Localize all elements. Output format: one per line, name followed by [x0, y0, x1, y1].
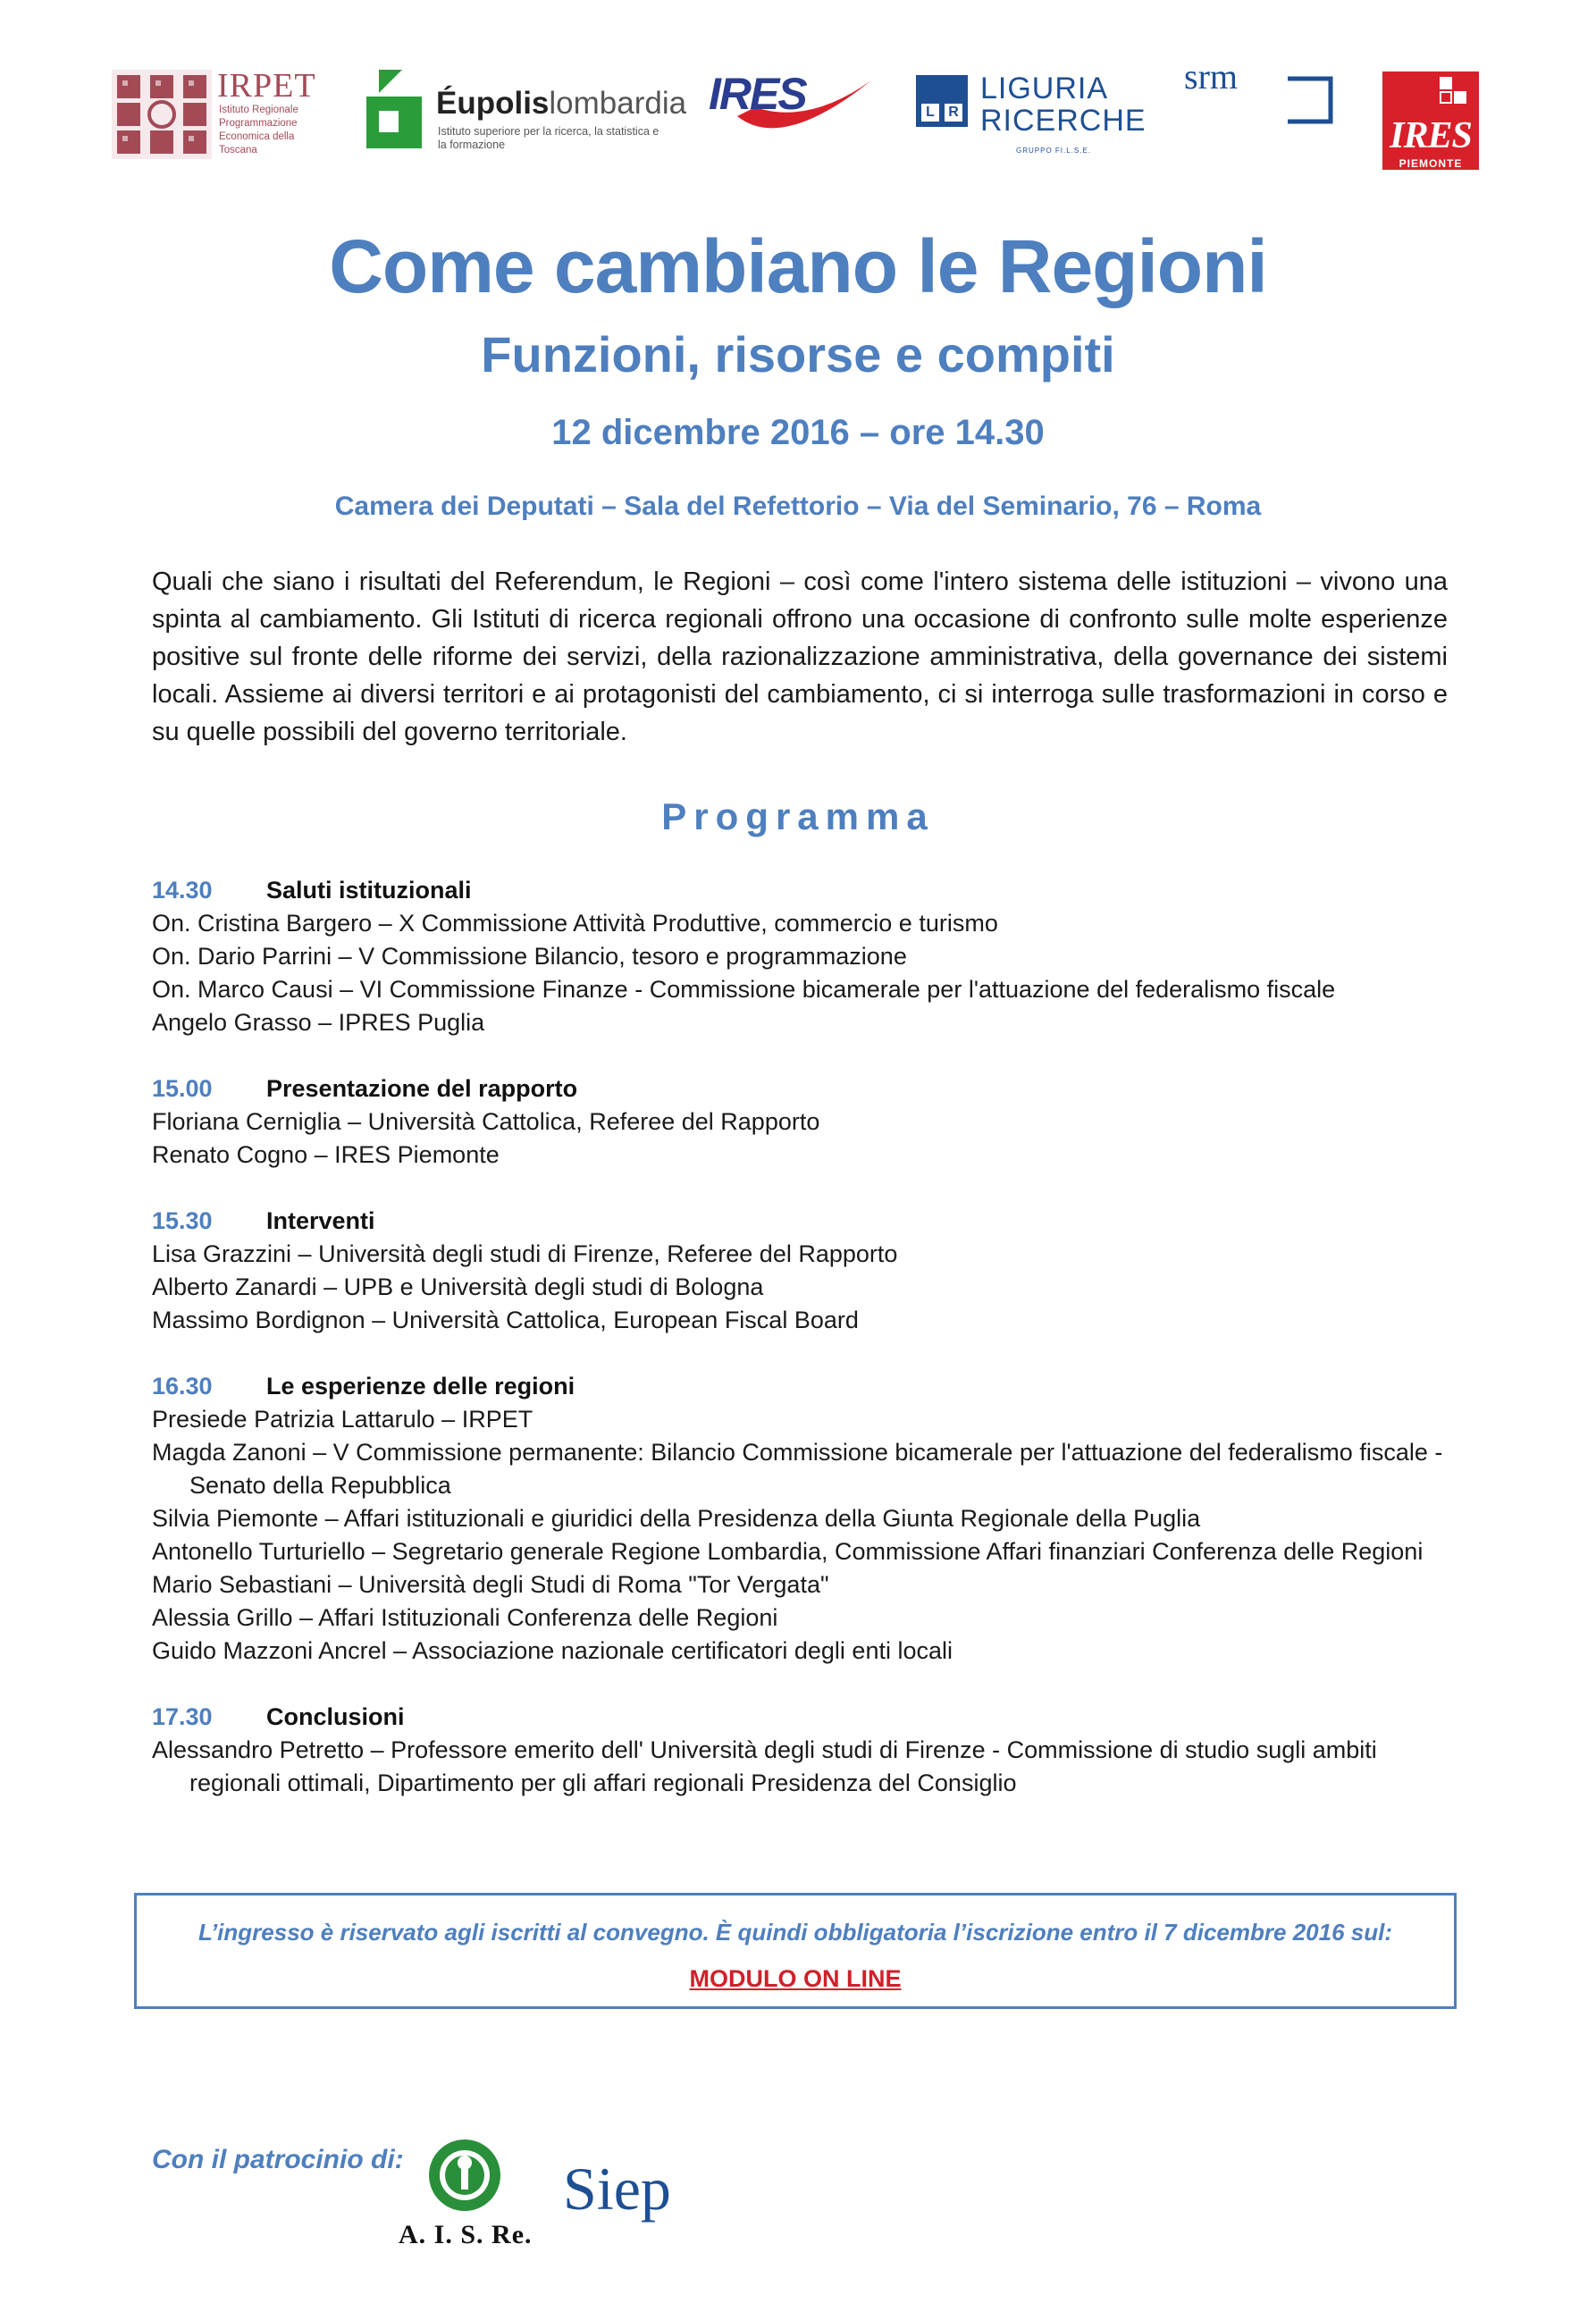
speaker-line: Presiede Patrizia Lattarulo – IRPET — [152, 1406, 533, 1433]
liguria-ricerche-logo — [916, 63, 1148, 161]
srm-logo — [1184, 56, 1345, 143]
speaker-line: Magda Zanoni – V Commissione permanente: Bilancio Commissione bicamerale per l'attuazione del federalismo fiscale - Senato della Repubblica — [152, 1439, 1443, 1499]
session-header — [152, 1072, 1457, 1105]
registration-text: L’ingresso è riservato agli iscritti al convegno. È quindi obbligatoria l’iscrizione entro il 7 dicembre 2016 sul: — [198, 1919, 1392, 1946]
piemonte-square-icon — [1440, 91, 1452, 104]
session-title: Presentazione del rapporto — [266, 1075, 578, 1102]
program-session — [152, 1072, 1457, 1172]
registration-link[interactable]: MODULO ON LINE — [689, 1965, 902, 1992]
speaker-line: Silvia Piemonte – Affari istituzionali e giuridici della Presidenza della Giunta Regionale della Puglia — [152, 1505, 1201, 1532]
event-date: 12 dicembre 2016 – ore 14.30 — [551, 413, 1045, 452]
eupolis-subtitle: Istituto superiore per la ricerca, la statistica e la formazione — [438, 125, 659, 151]
event-venue: Camera dei Deputati – Sala del Refettorio – Via del Seminario, 76 – Roma — [334, 492, 1262, 521]
speaker-line: Angelo Grasso – IPRES Puglia — [152, 1009, 485, 1036]
speaker-line: Guido Mazzoni Ancrel – Associazione nazionale certificatori degli enti locali — [152, 1637, 953, 1664]
speaker-line: On. Marco Causi – VI Commissione Finanze - Commissione bicamerale per l'attuazione del federalismo fiscale — [152, 976, 1336, 1003]
program-list — [152, 874, 1457, 1833]
session-title: Interventi — [266, 1207, 375, 1234]
ires-logo — [701, 63, 880, 143]
aisre-emblem-icon — [427, 2138, 502, 2213]
irpet-title: IRPET — [217, 67, 316, 105]
speaker-line: Alberto Zanardi – UPB e Università degli studi di Bologna — [152, 1273, 764, 1300]
eupolis-mark-icon — [366, 70, 429, 150]
session-header — [152, 874, 1457, 907]
speaker-line: Massimo Bordignon – Università Cattolica, European Fiscal Board — [152, 1307, 859, 1333]
session-header — [152, 1370, 1457, 1403]
session-time: 16.30 — [152, 1373, 213, 1400]
liguria-line1: LIGURIA — [980, 71, 1109, 105]
aisre-text: A. I. S. Re. — [399, 2220, 533, 2249]
logo-strip — [112, 56, 1488, 188]
speaker-line: Lisa Grazzini – Università degli studi di Firenze, Referee del Rapporto — [152, 1240, 898, 1267]
ires-piemonte-text: IRES — [1390, 115, 1472, 156]
srm-square-icon — [1284, 75, 1334, 125]
session-title: Le esperienze delle regioni — [266, 1373, 575, 1400]
irpet-emblem-icon — [112, 70, 212, 159]
session-title: Conclusioni — [266, 1703, 405, 1730]
session-time: 17.30 — [152, 1703, 213, 1730]
speaker-line: On. Dario Parrini – V Commissione Bilancio, tesoro e programmazione — [152, 943, 907, 970]
piemonte-square-icon — [1440, 77, 1452, 89]
program-session — [152, 1370, 1457, 1668]
ires-piemonte-sub: PIEMONTE — [1399, 157, 1463, 170]
irpet-subtitle: Istituto Regionale Programmazione Economica della Toscana — [219, 105, 298, 156]
intro-paragraph: Quali che siano i risultati del Referendum, le Regioni – così come l'intero sistema delle istituzioni – vivono una spinta al cambiamento. Gli Istituti di ricerca regionali offrono una occasione di confronto sulle molte esperienze positive sul fronte delle riforme dei servizi, della razionalizzazione amministrativa, della governance dei sistemi locali. Assieme ai diversi territori e ai protagonisti del cambiamento, ci si interroga sulle trasformazioni in corso e su quelle possibili del governo territoriale. — [152, 567, 1448, 746]
liguria-badge-icon: L R — [916, 75, 968, 127]
srm-text: srm — [1184, 56, 1238, 97]
patronage-label: Con il patrocinio di: — [152, 2145, 404, 2174]
speaker-line: Floriana Cerniglia – Università Cattolica, Referee del Rapporto — [152, 1108, 820, 1135]
program-session — [152, 1205, 1457, 1337]
session-title: Saluti istituzionali — [266, 877, 472, 904]
session-time: 15.00 — [152, 1075, 213, 1102]
registration-notice — [134, 1893, 1457, 2009]
session-time: 14.30 — [152, 877, 213, 904]
liguria-sub: GRUPPO FI.L.S.E. — [1016, 147, 1092, 155]
eupolis-name — [436, 86, 686, 122]
siep-logo: Siep — [563, 2155, 671, 2223]
program-session — [152, 874, 1457, 1039]
session-time: 15.30 — [152, 1207, 213, 1234]
program-session — [152, 1701, 1457, 1800]
session-header — [152, 1205, 1457, 1238]
eupolis-logo — [366, 63, 687, 170]
piemonte-square-icon — [1454, 91, 1466, 104]
speaker-line: On. Cristina Bargero – X Commissione Attività Produttive, commercio e turismo — [152, 910, 998, 937]
session-header — [152, 1701, 1457, 1734]
speaker-line: Alessandro Petretto – Professore emerito dell' Università degli studi di Firenze - Commissione di studio sugli ambiti regionali ottimali, Dipartimento per gli affari regionali Presidenza del Consiglio — [152, 1736, 1377, 1796]
page-subtitle: Funzioni, risorse e compiti — [481, 326, 1115, 382]
ires-text: IRES — [709, 69, 806, 119]
speaker-line: Antonello Turturiello – Segretario generale Regione Lombardia, Commissione Affari finanziari Conferenza delle Regioni — [152, 1538, 1424, 1565]
eupolis-name-light: lombardia — [549, 86, 687, 121]
speaker-line: Mario Sebastiani – Università degli Studi di Roma "Tor Vergata" — [152, 1571, 829, 1598]
liguria-line2: RICERCHE — [980, 104, 1147, 138]
page-title: Come cambiano le Regioni — [329, 224, 1267, 308]
program-title: Programma — [661, 795, 935, 837]
ires-piemonte-logo — [1382, 63, 1481, 179]
speaker-line: Renato Cogno – IRES Piemonte — [152, 1141, 500, 1168]
eupolis-name-bold: Éupolis — [436, 86, 550, 121]
speaker-line: Alessia Grillo – Affari Istituzionali Conferenza delle Regioni — [152, 1604, 778, 1631]
ires-piemonte-box — [1382, 71, 1479, 170]
